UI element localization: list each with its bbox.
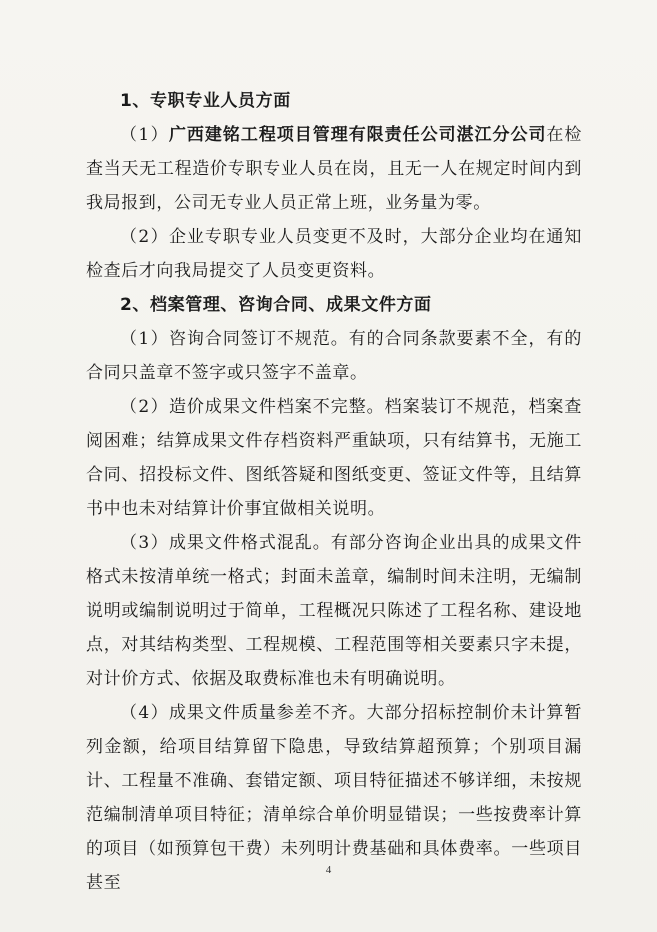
paragraph-2-1 [86,322,582,390]
paragraph-text: 在检查当天无工程造价专职专业人员在岗，且无一人在规定时间内到我局报到，公司无专业人员正常上班，业务量为零。 [86,125,582,213]
item-number: （1） [120,329,169,349]
paragraph-text: 成果文件质量参差不齐。大部分招标控制价未计算暂列金额，给项目结算留下隐患，导致结算超预算；个别项目漏计、工程量不准确、套错定额、项目特征描述不够详细，未按规范编制清单项目特征；清单综合单价明显错误；一些按费率计算的项目（如预算包干费）未列明计费基础和具体费率。一些项目甚至 [86,703,582,893]
section-heading-2: 2、档案管理、咨询合同、成果文件方面 [120,295,432,315]
item-number: （4） [120,703,169,723]
page-number: 4 [325,864,332,876]
document-body [86,84,582,900]
paragraph-1-2 [86,220,582,288]
paragraph-text: 咨询合同签订不规范。有的合同条款要素不全，有的合同只盖章不签字或只签字不盖章。 [86,329,582,383]
paragraph-1-1 [86,118,582,220]
paragraph-text: 成果文件格式混乱。有部分咨询企业出具的成果文件格式未按清单统一格式；封面未盖章，编制时间未注明，无编制说明或编制说明过于简单，工程概况只陈述了工程名称、建设地点，对其结构类型、工程规模、工程范围等相关要素只字未提，对计价方式、依据及取费标准也未有明确说明。 [86,533,582,689]
paragraph-2-3 [86,526,582,696]
paragraph-text: 企业专职专业人员变更不及时，大部分企业均在通知检查后才向我局提交了人员变更资料。 [86,227,582,281]
item-number: （2） [120,397,169,417]
company-name: 广西建铭工程项目管理有限责任公司湛江分公司 [168,125,547,145]
item-number: （3） [120,533,169,553]
paragraph-text: 造价成果文件档案不完整。档案装订不规范，档案查阅困难；结算成果文件存档资料严重缺项，只有结算书，无施工合同、招投标文件、图纸答疑和图纸变更、签证文件等，且结算书中也未对结算计价事宜做相关说明。 [86,397,582,519]
paragraph-2-2 [86,390,582,526]
item-number: （2） [120,227,169,247]
section-heading-1: 1、专职专业人员方面 [120,91,291,111]
item-number: （1） [120,125,169,145]
